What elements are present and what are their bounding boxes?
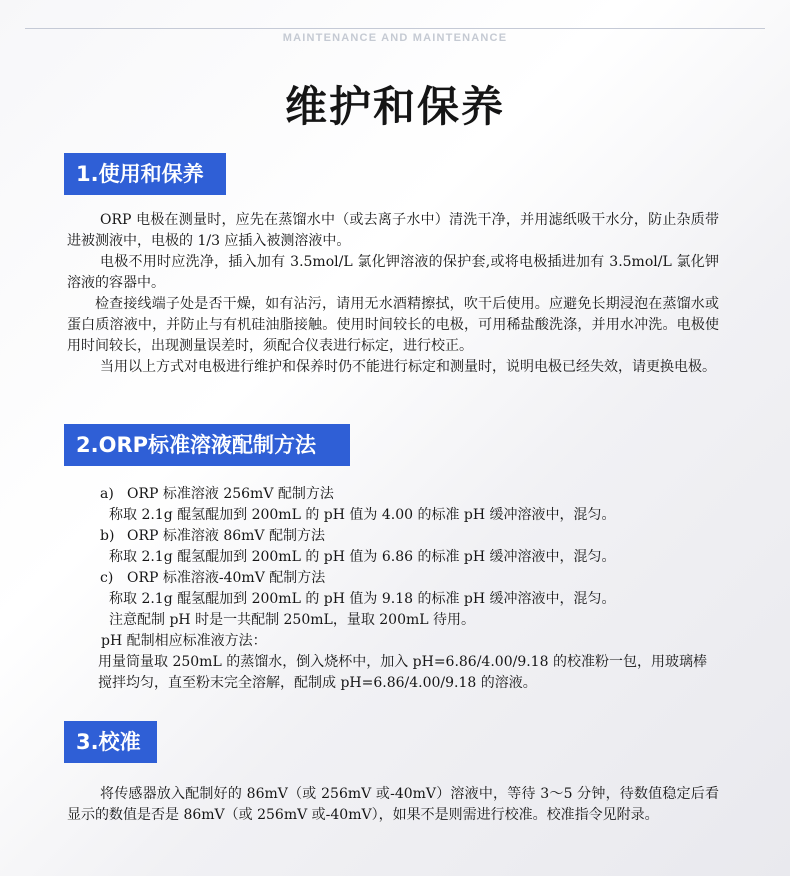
section-heading-calibration: 3.校准 [64,721,157,763]
section3-paragraph: 将传感器放入配制好的 86mV（或 256mV 或-40mV）溶液中，等待 3～5 分钟，待数值稳定后看显示的数值是否是 86mV（或 256mV 或-40mV），如果不是则需进行校准。校准指令见附录。 [67,786,719,823]
item-a-title: ORP 标准溶液 256mV 配制方法 [127,486,334,502]
item-c-desc: 称取 2.1g 醌氢醌加到 200mL 的 pH 值为 9.18 的标准 pH 缓冲溶液中，混匀。 [109,591,616,607]
item-b-desc: 称取 2.1g 醌氢醌加到 200mL 的 pH 值为 6.86 的标准 pH 缓冲溶液中，混匀。 [109,549,616,565]
ph-method-title: pH 配制相应标准液方法： [101,633,267,649]
section-heading-orp-solution: 2.ORP标准溶液配制方法 [64,424,350,466]
header-subtitle: MAINTENANCE AND MAINTENANCE [282,32,508,44]
header-divider [25,28,765,29]
item-b-title: ORP 标准溶液 86mV 配制方法 [127,528,325,544]
item-c-title: ORP 标准溶液-40mV 配制方法 [127,570,326,586]
section1-paragraph-4: 当用以上方式对电极进行维护和保养时仍不能进行标定和测量时，说明电极已经失效，请更换电极。 [100,359,716,375]
section1-paragraph-2: 电极不用时应洗净，插入加有 3.5mol/L 氯化钾溶液的保护套,或将电极插进加有 3.5mol/L 氯化钾溶液的容器中。 [67,254,719,291]
section-heading-usage: 1.使用和保养 [64,153,226,195]
page-title: 维护和保养 [284,82,505,131]
section1-paragraph-3: 检查接线端子处是否干燥，如有沾污，请用无水酒精擦拭，吹干后使用。应避免长期浸泡在蒸馏水或蛋白质溶液中，并防止与有机硅油脂接触。使用时间较长的电极，可用稀盐酸洗涤，并用水冲洗。电极使用时间较长，出现测量误差时，须配合仪表进行标定，进行校正。 [67,296,719,354]
ph-method-desc: 用量筒量取 250mL 的蒸馏水，倒入烧杯中，加入 pH=6.86/4.00/9.18 的校准粉一包，用玻璃棒搅拌均匀，直至粉末完全溶解，配制成 pH=6.86/4.00/9.18 的溶液。 [98,654,707,691]
section1-paragraph-1: ORP 电极在测量时，应先在蒸馏水中（或去离子水中）清洗干净，并用滤纸吸干水分，防止杂质带进被测液中，电极的 1/3 应插入被测溶液中。 [67,212,719,249]
item-a-marker: a) [100,486,114,502]
item-b-marker: b) [100,528,115,544]
preparation-note: 注意配制 pH 时是一共配制 250mL，量取 200mL 待用。 [109,612,476,628]
item-a-desc: 称取 2.1g 醌氢醌加到 200mL 的 pH 值为 4.00 的标准 pH 缓冲溶液中，混匀。 [109,507,616,523]
item-c-marker: c) [100,570,114,586]
